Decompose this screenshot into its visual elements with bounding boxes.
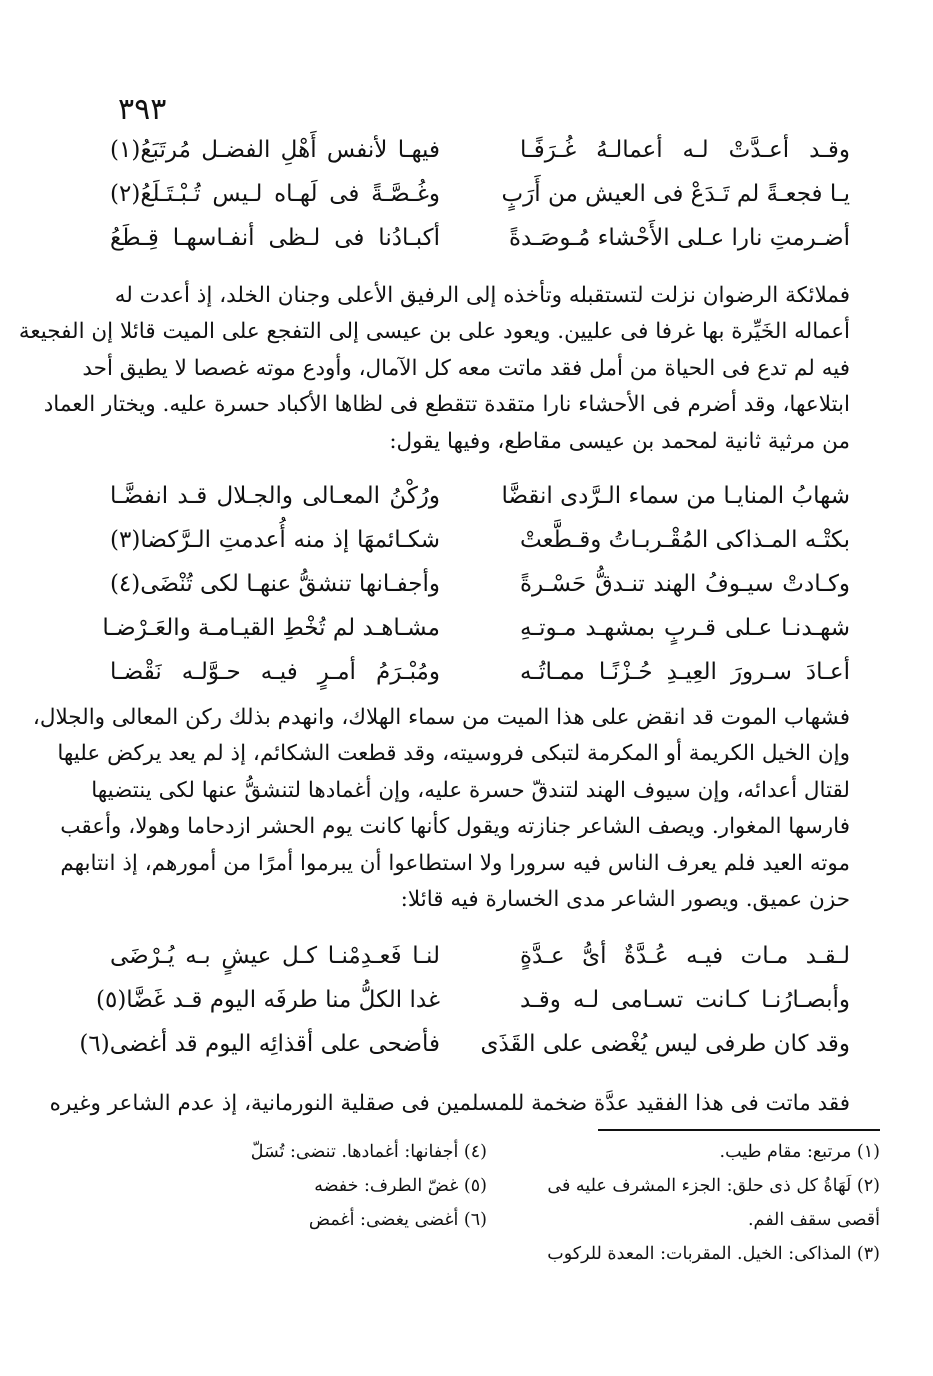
second-hemistich: شكـائمهَا إذ منه أُعدمتِ الـرَّكضا(٣) xyxy=(110,527,440,553)
commentary-paragraph-3 xyxy=(49,1086,850,1122)
second-hemistich: وغُـصَّـةً فى لَهـاه لـيس تُـبْـتَـلَعُ(٢) xyxy=(110,181,440,207)
poem-stanza-2 xyxy=(102,474,850,694)
text-line: وإن الخيل الكريمة أو المكرمة لتبكى فروسيته، وقد قطعت الشكائم، إذ لم يعد يركض عليها xyxy=(57,741,850,767)
verse-line xyxy=(110,474,850,518)
text-line: حزن عميق. ويصور الشاعر مدى الخسارة فيه قائلا: xyxy=(400,887,850,913)
text-line: أعماله الخَيِّرة بها غرفا فى عليين. ويعود على بن عيسى إلى التفجع على الميت قائلا إن الفجيعة xyxy=(18,319,850,345)
verse-line xyxy=(110,518,850,562)
second-hemistich: ورُكْنُ المعـالى والجـلال قـد انفضَّـا xyxy=(110,483,440,509)
page-number: ٣٩٣ xyxy=(118,92,167,127)
text-line: لقتال أعدائه، وإن سيوف الهند لتندقّ حسرة عليه، وإن أغمادها لتنشقُّ عنها لكى ينتضيها xyxy=(91,777,850,803)
verse-line xyxy=(110,216,850,260)
verse-line xyxy=(110,650,850,694)
second-hemistich: فيهـا لأنفس أَهْلِ الفضـل مُرتَبَعُ(١) xyxy=(110,137,440,163)
first-hemistich: وقـد أعـدَّتْ لـه أعمالـهُ غُـرَفًـا xyxy=(520,137,850,163)
verse-line xyxy=(79,1022,850,1066)
footnote: (١) مرتبع: مقام طيب. xyxy=(719,1142,880,1162)
text-line: فملائكة الرضوان نزلت لتستقبله وتأخذه إلى الرفيق الأعلى وجنان الخلد، إذ أعدت له xyxy=(114,283,850,308)
footnote-separator xyxy=(598,1129,880,1131)
verse-line xyxy=(110,562,850,606)
first-hemistich: وأبصـارُنـا كـانت تسـامى لـه وقـد xyxy=(520,987,850,1013)
first-hemistich: وكـادتْ سيـوفُ الهند تنـدقُّ حَسْـرةً xyxy=(520,571,850,597)
text-line: فارسها المغوار. ويصف الشاعر جنازته ويقول كأنها كانت يوم الحشر ازدحاما وهولا، وأعقب xyxy=(60,814,850,840)
footnote: (٤) أجفانها: أغمادها. تنضى: تُسَلّ xyxy=(250,1142,487,1162)
first-hemistich: أعـادَ سـرورَ العِيـدِ حُـزْنًـا ممـاتُـه xyxy=(520,659,850,685)
footnote: (٣) المذاكى: الخيل. المقربات: المعدة للركوب xyxy=(547,1244,880,1264)
second-hemistich: لنـا فَعـدِمْنـا كـل عيشٍ بـه يُـرْضَى xyxy=(110,943,440,969)
footnotes-right-column xyxy=(530,1135,880,1271)
verse-line xyxy=(95,978,850,1022)
commentary-paragraph-1 xyxy=(18,278,850,460)
footnotes-left-column xyxy=(222,1135,487,1237)
second-hemistich: فأضحى على أقذائِه اليوم قد أغضى(٦) xyxy=(79,1031,440,1057)
footnote: (٢) لَهَاةُ كل ذى حلق: الجزء المشرف عليه فى xyxy=(547,1176,880,1196)
first-hemistich: بكتْـه المـذاكى المُقْـربـاتُ وقـطَّعتْ xyxy=(519,527,850,553)
first-hemistich: لـقـد مـات فيـه عُـدَّةٌ أىُّ عـدَّةٍ xyxy=(520,943,850,969)
poem-stanza-1 xyxy=(110,128,850,260)
second-hemistich: أكبـادُنا فى لـظى أنفـاسهـا قِـطَعُ xyxy=(110,225,440,251)
verse-line xyxy=(102,606,850,650)
second-hemistich: ومُبْـرَمُ أمـرٍ فيـه حـوَّلـه نَقْضـا xyxy=(110,659,440,685)
text-line: فقد ماتت فى هذا الفقيد عدَّة ضخمة للمسلمين فى صقلية النورمانية، إذ عدم الشاعر وغيره xyxy=(49,1091,850,1116)
first-hemistich: وقد كان طرفى ليس يُغْضى على القَذَى xyxy=(480,1031,850,1057)
text-line: فشهاب الموت قد انقض على هذا الميت من سماء الهلاك، وانهدم بذلك ركن المعالى والجلال، xyxy=(32,705,850,730)
first-hemistich: يـا فجعـةً لم تَـدَعْ فى العيش من أَرَبٍ xyxy=(501,181,850,207)
first-hemistich: أضـرمتِ نارا عـلى الأَحْشاء مُـوصَـدةً xyxy=(508,225,850,251)
second-hemistich: غدا الكلُّ منا طرفَه اليوم قـد غَضَّا(٥) xyxy=(95,987,440,1013)
text-line: من مرثية ثانية لمحمد بن عيسى مقاطع، وفيها يقول: xyxy=(389,428,850,454)
verse-line xyxy=(110,934,850,978)
text-line: موته العيد فلم يعرف الناس فيه سرورا ولا استطاعوا أن يبرموا أمرًا من أمورهم، إذ انتابهم xyxy=(60,850,850,876)
text-line: فيه لم تدع فى الحياة من أمل فقد ماتت معه كل الآمال، وأودع موته غصصا لا يطيق أحد xyxy=(82,355,850,381)
poem-stanza-3 xyxy=(79,934,850,1066)
commentary-paragraph-2 xyxy=(32,700,850,918)
second-hemistich: مشـاهـد لم تُخْطِ القيـامـة والعَـرْضـا xyxy=(102,615,440,641)
first-hemistich: شهـدنـا عـلى قـربٍ بمشهـد مـوتـهِ xyxy=(520,615,850,641)
verse-line xyxy=(110,128,850,172)
footnote: (٦) أغضى يغضى: أغمض xyxy=(308,1210,487,1230)
second-hemistich: وأجفـانها تنشقُّ عنهـا لكى تُنْضَى(٤) xyxy=(109,571,440,597)
first-hemistich: شهابُ المنايـا من سماء الـرَّدى انقضَّا xyxy=(501,483,850,509)
text-line: ابتلاعها، وقد أضرم فى الأحشاء نارا متقدة تتقطع فى لظاها الأكباد حسرة عليه. ويختار العماد xyxy=(43,392,850,418)
verse-line xyxy=(110,172,850,216)
footnote: (٥) غضّ الطرف: خفضه xyxy=(314,1176,487,1196)
footnote: أقصى سقف الفم. xyxy=(747,1210,880,1230)
